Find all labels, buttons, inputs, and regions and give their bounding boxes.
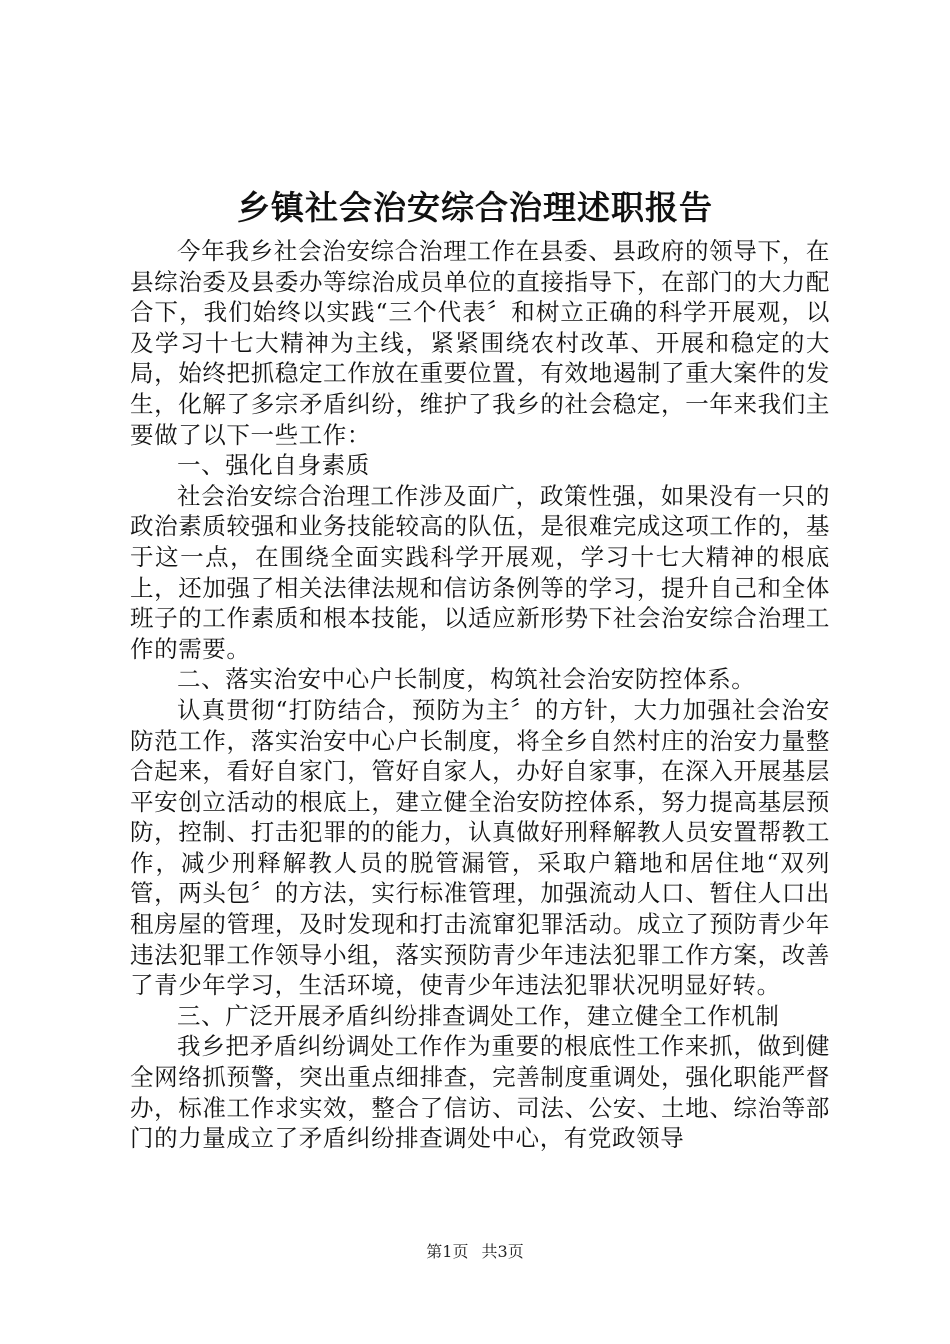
- section-heading-1: 一、强化自身素质: [177, 451, 370, 480]
- page-number: 第1页: [426, 1242, 469, 1261]
- page-total: 共3页: [481, 1242, 524, 1261]
- section-heading-3: 三、广泛开展矛盾纠纷排查调处工作，建立健全工作机制: [177, 1001, 780, 1030]
- document-title: 乡镇社会治安综合治理述职报告: [237, 188, 713, 227]
- document-body: [130, 236, 830, 1154]
- paragraph-section-2: 认真贯彻“打防结合，预防为主〞的方针，大力加强社会治安防范工作，落实治安中心户长制度，将全乡自然村庄的治安力量整合起来，看好自家门，管好自家人，办好自家事，在深入开展基层平安创立活动的根底上，建立健全治安防控体系，努力提高基层预防，控制、打击犯罪的的能力，认真做好刑释解教人员安置帮教工作，减少刑释解教人员的脱管漏管，采取户籍地和居住地“双列管，两头包〞的方法，实行标准管理，加强流动人口、暂住人口出租房屋的管理，及时发现和打击流窜犯罪活动。成立了预防青少年违法犯罪工作领导小组，落实预防青少年违法犯罪工作方案，改善了青少年学习，生活环境，使青少年违法犯罪状况明显好转。: [130, 695, 830, 1000]
- paragraph-section-1: 社会治安综合治理工作涉及面广，政策性强，如果没有一只的政治素质较强和业务技能较高的队伍，是很难完成这项工作的，基于这一点，在围绕全面实践科学开展观，学习十七大精神的根底上，还加强了相关法律法规和信访条例等的学习，提升自己和全体班子的工作素质和根本技能，以适应新形势下社会治安综合治理工作的需要。: [130, 481, 830, 663]
- paragraph-intro: 今年我乡社会治安综合治理工作在县委、县政府的领导下，在县综治委及县委办等综治成员单位的直接指导下，在部门的大力配合下，我们始终以实践“三个代表〞和树立正确的科学开展观，以及学习十七大精神为主线，紧紧围绕农村改革、开展和稳定的大局，始终把抓稳定工作放在重要位置，有效地遏制了重大案件的发生，化解了多宗矛盾纠纷，维护了我乡的社会稳定，一年来我们主要做了以下一些工作：: [130, 237, 830, 449]
- paragraph-section-3: 我乡把矛盾纠纷调处工作作为重要的根底性工作来抓，做到健全网络抓预警，突出重点细排查，完善制度重调处，强化职能严督办，标准工作求实效，整合了信访、司法、公安、土地、综治等部门的力量成立了矛盾纠纷排查调处中心，有党政领导: [130, 1032, 830, 1153]
- section-heading-2: 二、落实治安中心户长制度，构筑社会治安防控体系。: [177, 665, 756, 694]
- page-footer: [0, 1242, 950, 1262]
